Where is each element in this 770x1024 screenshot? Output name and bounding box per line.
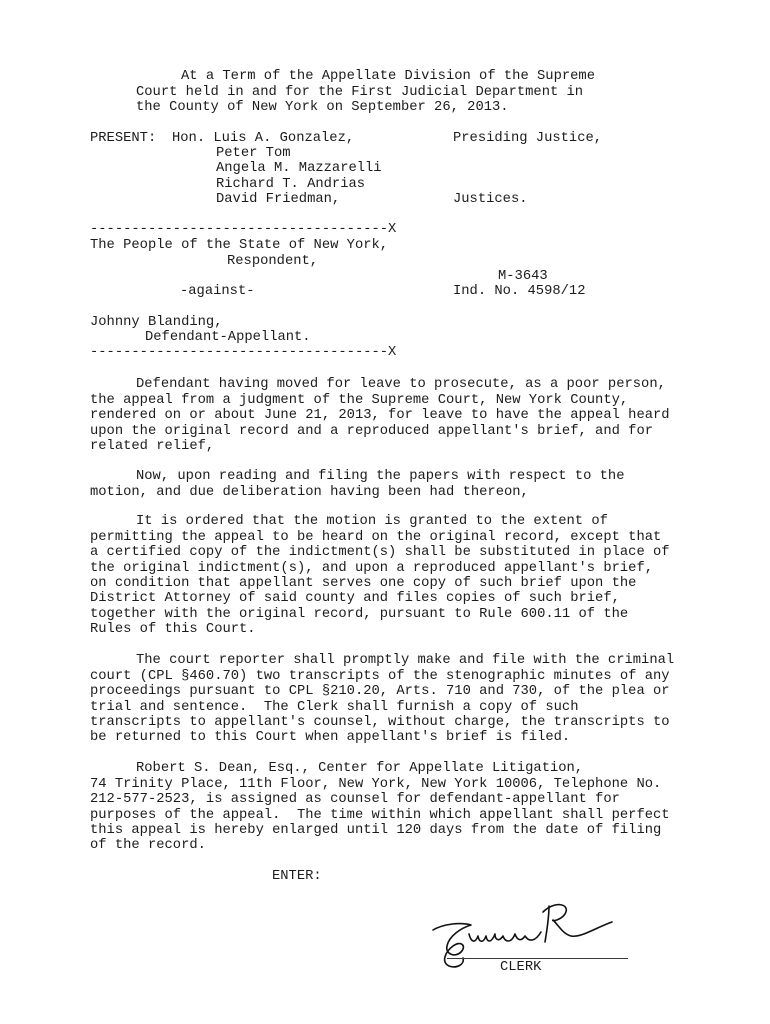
paragraph-transcripts: The court reporter shall promptly make and file with the criminal court (CPL §460.70) two transcripts of the stenographic minutes of any proceedings pursuant to CPL §210.20, Arts. 710 and 730, of the plea or trial and sentence. The Clerk shall furnish a copy of such transcripts to appellant's counsel, without charge, the transcripts to be returned to this Court when appellant's brief is filed.	[90, 653, 675, 746]
justice-name: David Friedman,	[216, 192, 341, 208]
motion-number: M-3643	[498, 269, 548, 285]
enter-label: ENTER:	[272, 869, 322, 885]
appellant-role: Defendant-Appellant.	[145, 330, 311, 346]
indictment-number: Ind. No. 4598/12	[453, 284, 586, 300]
paragraph-reading: Now, upon reading and filing the papers with respect to the motion, and due deliberation having been had thereon,	[90, 469, 625, 500]
signature-line	[447, 958, 628, 959]
respondent-name: The People of the State of New York,	[90, 238, 389, 254]
caption-box-bottom-rule: ------------------------------------X	[90, 345, 397, 361]
paragraph-motion: Defendant having moved for leave to prosecute, as a poor person, the appeal from a judgment of the Supreme Court, New York County, rendered on or about June 21, 2013, for leave to have the appeal heard upon the original record and a reproduced appellant's brief, and for related relief,	[90, 377, 670, 454]
appellant-name: Johnny Blanding,	[90, 315, 223, 331]
respondent-role: Respondent,	[227, 254, 319, 270]
present-label: PRESENT:	[90, 131, 157, 147]
paragraph-counsel: Robert S. Dean, Esq., Center for Appellate Litigation, 74 Trinity Place, 11th Floor, New York, New York 10006, Telephone No. 212-577-2523, is assigned as counsel for defendant-appellant for purposes of the appeal. The time within which appellant shall perfect this appeal is hereby enlarged until 120 days from the date of filing of the record.	[90, 761, 670, 854]
clerk-label: CLERK	[500, 960, 542, 976]
against-label: -against-	[180, 284, 255, 300]
justice-name: Richard T. Andrias	[216, 177, 366, 193]
term-caption: At a Term of the Appellate Division of the Supreme Court held in and for the First Judicial Department in the County of New York on September 26, 2013.	[136, 69, 595, 116]
presiding-justice-title: Presiding Justice,	[453, 131, 603, 147]
justices-title: Justices.	[453, 192, 528, 208]
paragraph-order: It is ordered that the motion is granted to the extent of permitting the appeal to be heard on the original record, except that a certified copy of the indictment(s) shall be substituted in place of the original indictment(s), and upon a reproduced appellant's brief, on condition that appellant serves one copy of such brief upon the District Attorney of said county and files copies of such brief, together with the original record, pursuant to Rule 600.11 of the Rules of this Court.	[90, 514, 670, 638]
justice-name: Peter Tom	[216, 146, 291, 162]
justice-name: Angela M. Mazzarelli	[216, 161, 382, 177]
caption-box-top-rule: ------------------------------------X	[90, 222, 397, 238]
presiding-justice-name: Hon. Luis A. Gonzalez,	[172, 131, 355, 147]
